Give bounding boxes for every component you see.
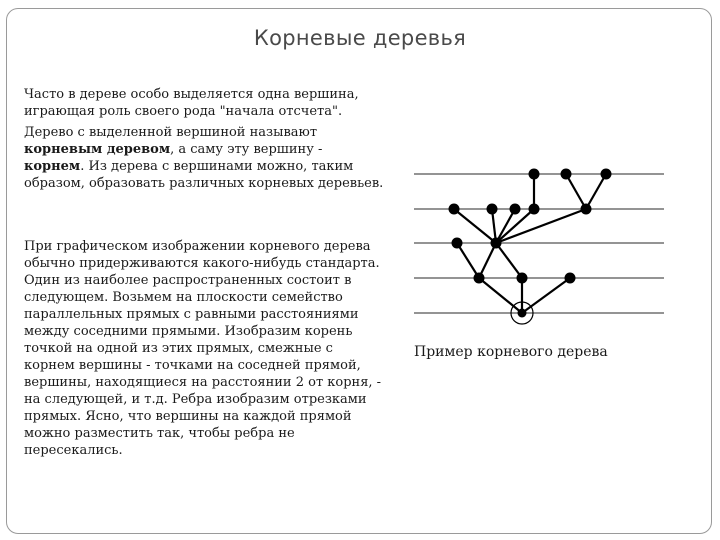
vertex xyxy=(474,273,485,284)
level-lines xyxy=(414,174,664,313)
vertex xyxy=(452,238,463,249)
edge xyxy=(479,243,496,278)
edge xyxy=(496,243,522,278)
edge xyxy=(522,278,570,313)
term-rooted-tree: корневым деревом xyxy=(24,142,171,157)
vertex xyxy=(510,204,521,215)
definition-part2: , а саму эту вершину - xyxy=(170,142,323,157)
slide-title: Корневые деревья xyxy=(253,26,467,50)
edge xyxy=(496,209,586,243)
vertex xyxy=(561,169,572,180)
vertex xyxy=(517,273,528,284)
term-root: корнем xyxy=(24,159,81,174)
definition-part3: . Из дерева с вершинами можно, таким образом, образовать различных корневых деревьев. xyxy=(24,159,384,191)
vertex xyxy=(529,204,540,215)
edge xyxy=(566,174,586,209)
vertex xyxy=(601,169,612,180)
paragraph-drawing-standard-text: При графическом изображении корневого дерева обычно придерживаются какого-нибудь стандарта. Один из наиболее распространенных состоит в следующем. Возьмем на плоскости семейство параллельных прямых с равными расстояниями между соседними прямыми. Изобразим корень точкой на одной из этих прямых, смежные с корнем вершины - точками на соседней прямой, вершины, находящиеся на расстоянии 2 от корня, - на следующей, и т.д. Ребра изобразим отрезками прямых. Ясно, что вершины на каждой прямой можно разместить так, чтобы ребра не пересекались. xyxy=(24,239,382,458)
edge xyxy=(457,243,479,278)
vertex xyxy=(529,169,540,180)
vertex xyxy=(491,238,502,249)
vertex xyxy=(581,204,592,215)
edge xyxy=(586,174,606,209)
paragraph-intro-text: Часто в дереве особо выделяется одна вершина, играющая роль своего рода "начала отсчета". xyxy=(24,87,359,119)
edge xyxy=(479,278,522,313)
root-vertex xyxy=(518,309,527,318)
edge xyxy=(454,209,496,243)
diagram-caption: Пример корневого дерева xyxy=(414,344,608,360)
vertex xyxy=(487,204,498,215)
definition-part1: Дерево с выделенной вершиной называют xyxy=(24,125,318,140)
vertex xyxy=(565,273,576,284)
vertex xyxy=(449,204,460,215)
